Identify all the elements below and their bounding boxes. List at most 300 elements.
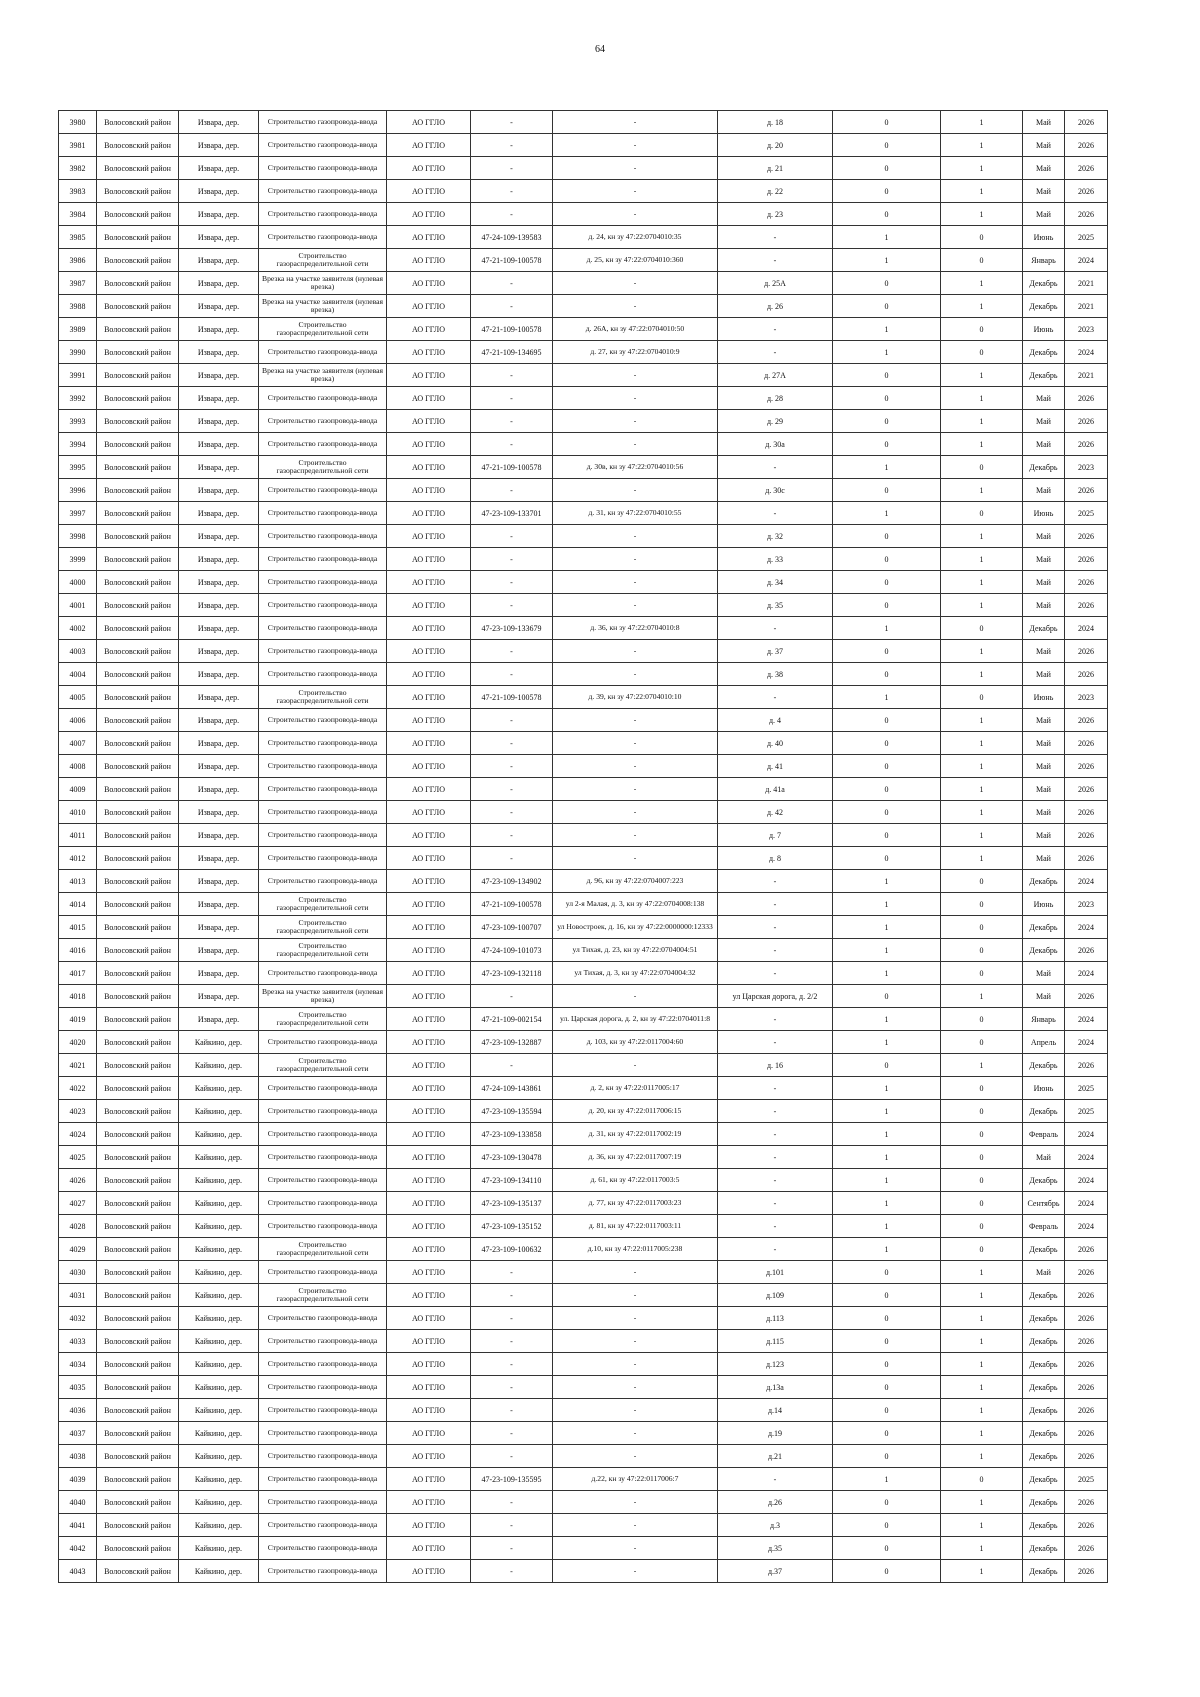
table-row [59, 801, 1108, 824]
cell-cadastral-address: - [553, 1261, 718, 1284]
cell-application-number: 47-23-109-100632 [471, 1238, 553, 1261]
cell-cadastral-address: - [553, 272, 718, 295]
cell-application-number: 47-21-109-100578 [471, 249, 553, 272]
cell-count-b: 1 [941, 387, 1023, 410]
cell-organization: АО ГГЛО [387, 1422, 471, 1445]
cell-house-address: д. 25А [718, 272, 833, 295]
cell-work-type: Строительство газопровода-ввода [259, 1560, 387, 1583]
cell-work-type: Строительство газораспределительной сети [259, 1054, 387, 1077]
table-row [59, 1491, 1108, 1514]
table-row [59, 732, 1108, 755]
cell-year: 2024 [1065, 1215, 1108, 1238]
cell-row-number: 3981 [59, 134, 97, 157]
cell-count-b: 1 [941, 410, 1023, 433]
cell-application-number: - [471, 364, 553, 387]
cell-house-address: - [718, 318, 833, 341]
cell-count-b: 1 [941, 732, 1023, 755]
cell-row-number: 4005 [59, 686, 97, 709]
cell-count-a: 0 [833, 203, 941, 226]
cell-year: 2023 [1065, 686, 1108, 709]
cell-district: Волосовский район [97, 1077, 179, 1100]
cell-district: Волосовский район [97, 640, 179, 663]
cell-month: Июнь [1023, 1077, 1065, 1100]
cell-organization: АО ГГЛО [387, 1537, 471, 1560]
cell-house-address: д. 26 [718, 295, 833, 318]
cell-row-number: 4020 [59, 1031, 97, 1054]
cell-count-b: 0 [941, 1169, 1023, 1192]
cell-count-b: 1 [941, 847, 1023, 870]
cell-cadastral-address: д.10, кн зу 47:22:0117005:238 [553, 1238, 718, 1261]
cell-cadastral-address: - [553, 364, 718, 387]
cell-organization: АО ГГЛО [387, 962, 471, 985]
cell-month: Декабрь [1023, 1284, 1065, 1307]
cell-settlement: Извара, дер. [179, 341, 259, 364]
cell-settlement: Извара, дер. [179, 985, 259, 1008]
cell-count-a: 0 [833, 433, 941, 456]
cell-year: 2026 [1065, 640, 1108, 663]
cell-organization: АО ГГЛО [387, 1560, 471, 1583]
cell-application-number: - [471, 1399, 553, 1422]
cell-count-a: 0 [833, 364, 941, 387]
cell-application-number: - [471, 1054, 553, 1077]
cell-house-address: д.3 [718, 1514, 833, 1537]
cell-count-a: 0 [833, 824, 941, 847]
cell-work-type: Строительство газораспределительной сети [259, 916, 387, 939]
cell-cadastral-address: - [553, 157, 718, 180]
cell-organization: АО ГГЛО [387, 893, 471, 916]
cell-cadastral-address: - [553, 1284, 718, 1307]
cell-application-number: - [471, 732, 553, 755]
gasification-table [58, 110, 1108, 1583]
cell-district: Волосовский район [97, 111, 179, 134]
cell-application-number: - [471, 1376, 553, 1399]
cell-count-a: 1 [833, 617, 941, 640]
cell-month: Май [1023, 548, 1065, 571]
cell-month: Декабрь [1023, 1445, 1065, 1468]
cell-count-a: 0 [833, 663, 941, 686]
cell-settlement: Извара, дер. [179, 364, 259, 387]
cell-house-address: д. 33 [718, 548, 833, 571]
cell-settlement: Извара, дер. [179, 502, 259, 525]
cell-count-a: 0 [833, 1261, 941, 1284]
table-row [59, 502, 1108, 525]
cell-cadastral-address: - [553, 1330, 718, 1353]
cell-house-address: - [718, 916, 833, 939]
cell-house-address: д. 35 [718, 594, 833, 617]
cell-row-number: 3993 [59, 410, 97, 433]
table-row [59, 1468, 1108, 1491]
cell-application-number: - [471, 985, 553, 1008]
cell-application-number: - [471, 410, 553, 433]
cell-year: 2024 [1065, 1192, 1108, 1215]
cell-application-number: - [471, 824, 553, 847]
cell-count-b: 1 [941, 1422, 1023, 1445]
cell-house-address: - [718, 1077, 833, 1100]
cell-house-address: д.13а [718, 1376, 833, 1399]
cell-work-type: Строительство газопровода-ввода [259, 525, 387, 548]
cell-cadastral-address: - [553, 640, 718, 663]
cell-month: Май [1023, 663, 1065, 686]
cell-year: 2021 [1065, 364, 1108, 387]
cell-count-b: 0 [941, 1100, 1023, 1123]
cell-month: Декабрь [1023, 1054, 1065, 1077]
cell-row-number: 4026 [59, 1169, 97, 1192]
cell-month: Май [1023, 157, 1065, 180]
cell-house-address: д. 22 [718, 180, 833, 203]
cell-year: 2026 [1065, 1054, 1108, 1077]
cell-house-address: д. 16 [718, 1054, 833, 1077]
cell-month: Май [1023, 525, 1065, 548]
cell-month: Май [1023, 479, 1065, 502]
cell-month: Июнь [1023, 893, 1065, 916]
cell-year: 2026 [1065, 1307, 1108, 1330]
cell-row-number: 4041 [59, 1514, 97, 1537]
cell-row-number: 4011 [59, 824, 97, 847]
cell-cadastral-address: - [553, 847, 718, 870]
cell-district: Волосовский район [97, 1169, 179, 1192]
cell-work-type: Строительство газопровода-ввода [259, 226, 387, 249]
cell-application-number: - [471, 157, 553, 180]
cell-district: Волосовский район [97, 456, 179, 479]
cell-application-number: - [471, 1491, 553, 1514]
cell-row-number: 4002 [59, 617, 97, 640]
cell-settlement: Извара, дер. [179, 295, 259, 318]
cell-house-address: д. 34 [718, 571, 833, 594]
cell-application-number: - [471, 755, 553, 778]
cell-house-address: - [718, 1100, 833, 1123]
cell-row-number: 3992 [59, 387, 97, 410]
cell-count-a: 1 [833, 341, 941, 364]
table-row [59, 1353, 1108, 1376]
cell-month: Май [1023, 571, 1065, 594]
cell-settlement: Извара, дер. [179, 939, 259, 962]
cell-cadastral-address: - [553, 1445, 718, 1468]
cell-settlement: Извара, дер. [179, 847, 259, 870]
cell-work-type: Строительство газопровода-ввода [259, 387, 387, 410]
table-row [59, 1100, 1108, 1123]
cell-district: Волосовский район [97, 226, 179, 249]
cell-application-number: 47-21-109-100578 [471, 456, 553, 479]
cell-work-type: Строительство газораспределительной сети [259, 1284, 387, 1307]
cell-house-address: д.109 [718, 1284, 833, 1307]
cell-application-number: 47-23-109-135137 [471, 1192, 553, 1215]
cell-district: Волосовский район [97, 801, 179, 824]
cell-row-number: 3994 [59, 433, 97, 456]
cell-organization: АО ГГЛО [387, 1445, 471, 1468]
cell-row-number: 4043 [59, 1560, 97, 1583]
cell-organization: АО ГГЛО [387, 1399, 471, 1422]
cell-house-address: д. 30а [718, 433, 833, 456]
cell-application-number: 47-24-109-101073 [471, 939, 553, 962]
cell-row-number: 4010 [59, 801, 97, 824]
cell-house-address: - [718, 893, 833, 916]
cell-work-type: Строительство газопровода-ввода [259, 962, 387, 985]
cell-district: Волосовский район [97, 755, 179, 778]
cell-application-number: - [471, 1422, 553, 1445]
cell-row-number: 4012 [59, 847, 97, 870]
cell-house-address: - [718, 617, 833, 640]
table-row [59, 525, 1108, 548]
cell-house-address: д.101 [718, 1261, 833, 1284]
cell-house-address: - [718, 1468, 833, 1491]
table-row [59, 893, 1108, 916]
cell-month: Декабрь [1023, 295, 1065, 318]
cell-year: 2026 [1065, 778, 1108, 801]
cell-district: Волосовский район [97, 433, 179, 456]
cell-settlement: Извара, дер. [179, 157, 259, 180]
table-row [59, 1031, 1108, 1054]
cell-application-number: - [471, 548, 553, 571]
cell-work-type: Строительство газопровода-ввода [259, 1468, 387, 1491]
cell-district: Волосовский район [97, 1261, 179, 1284]
cell-cadastral-address: д.22, кн зу 47:22:0117006:7 [553, 1468, 718, 1491]
cell-district: Волосовский район [97, 249, 179, 272]
cell-settlement: Кайкино, дер. [179, 1077, 259, 1100]
cell-year: 2026 [1065, 1399, 1108, 1422]
cell-application-number: - [471, 847, 553, 870]
cell-year: 2026 [1065, 134, 1108, 157]
cell-house-address: - [718, 1215, 833, 1238]
cell-row-number: 3995 [59, 456, 97, 479]
table-row [59, 755, 1108, 778]
cell-count-b: 0 [941, 686, 1023, 709]
cell-year: 2023 [1065, 456, 1108, 479]
cell-count-a: 1 [833, 249, 941, 272]
cell-settlement: Кайкино, дер. [179, 1261, 259, 1284]
cell-month: Июнь [1023, 318, 1065, 341]
table-row [59, 1537, 1108, 1560]
cell-work-type: Врезка на участке заявителя (нулевая врезка) [259, 295, 387, 318]
cell-district: Волосовский район [97, 1376, 179, 1399]
cell-cadastral-address: д. 25, кн зу 47:22:0704010:360 [553, 249, 718, 272]
cell-year: 2025 [1065, 226, 1108, 249]
cell-year: 2026 [1065, 1330, 1108, 1353]
cell-year: 2021 [1065, 295, 1108, 318]
cell-count-b: 0 [941, 456, 1023, 479]
table-row [59, 640, 1108, 663]
cell-year: 2026 [1065, 1560, 1108, 1583]
cell-organization: АО ГГЛО [387, 1215, 471, 1238]
cell-year: 2026 [1065, 571, 1108, 594]
cell-row-number: 4032 [59, 1307, 97, 1330]
cell-count-b: 1 [941, 548, 1023, 571]
cell-year: 2026 [1065, 433, 1108, 456]
cell-organization: АО ГГЛО [387, 433, 471, 456]
cell-district: Волосовский район [97, 1307, 179, 1330]
cell-year: 2024 [1065, 341, 1108, 364]
table-row [59, 249, 1108, 272]
cell-year: 2026 [1065, 847, 1108, 870]
cell-count-b: 1 [941, 479, 1023, 502]
cell-month: Декабрь [1023, 1537, 1065, 1560]
cell-cadastral-address: - [553, 295, 718, 318]
cell-work-type: Строительство газопровода-ввода [259, 433, 387, 456]
cell-house-address: - [718, 1031, 833, 1054]
cell-cadastral-address: д. 24, кн зу 47:22:0704010:35 [553, 226, 718, 249]
cell-count-a: 0 [833, 1054, 941, 1077]
cell-cadastral-address: - [553, 180, 718, 203]
cell-row-number: 4039 [59, 1468, 97, 1491]
cell-count-b: 1 [941, 1514, 1023, 1537]
table-row [59, 1560, 1108, 1583]
cell-month: Декабрь [1023, 1330, 1065, 1353]
cell-district: Волосовский район [97, 847, 179, 870]
cell-month: Май [1023, 111, 1065, 134]
cell-row-number: 4006 [59, 709, 97, 732]
cell-count-a: 1 [833, 1146, 941, 1169]
cell-settlement: Извара, дер. [179, 755, 259, 778]
cell-month: Декабрь [1023, 916, 1065, 939]
cell-settlement: Кайкино, дер. [179, 1353, 259, 1376]
cell-cadastral-address: д. 36, кн зу 47:22:0704010:8 [553, 617, 718, 640]
cell-count-b: 1 [941, 824, 1023, 847]
cell-application-number: - [471, 1560, 553, 1583]
cell-application-number: 47-23-109-133701 [471, 502, 553, 525]
cell-application-number: 47-23-109-100707 [471, 916, 553, 939]
cell-settlement: Кайкино, дер. [179, 1560, 259, 1583]
cell-cadastral-address: - [553, 663, 718, 686]
cell-cadastral-address: - [553, 548, 718, 571]
cell-house-address: д. 18 [718, 111, 833, 134]
cell-count-b: 0 [941, 1238, 1023, 1261]
cell-count-b: 0 [941, 1468, 1023, 1491]
cell-year: 2026 [1065, 1422, 1108, 1445]
cell-settlement: Извара, дер. [179, 111, 259, 134]
cell-organization: АО ГГЛО [387, 318, 471, 341]
cell-count-b: 0 [941, 226, 1023, 249]
table-row [59, 1284, 1108, 1307]
cell-district: Волосовский район [97, 180, 179, 203]
cell-organization: АО ГГЛО [387, 847, 471, 870]
cell-row-number: 3996 [59, 479, 97, 502]
cell-house-address: д. 7 [718, 824, 833, 847]
cell-cadastral-address: д. 26А, кн зу 47:22:0704010:50 [553, 318, 718, 341]
cell-work-type: Строительство газораспределительной сети [259, 318, 387, 341]
cell-year: 2026 [1065, 1514, 1108, 1537]
cell-count-a: 1 [833, 1031, 941, 1054]
cell-organization: АО ГГЛО [387, 249, 471, 272]
cell-district: Волосовский район [97, 663, 179, 686]
cell-month: Май [1023, 847, 1065, 870]
table-row [59, 1422, 1108, 1445]
cell-settlement: Кайкино, дер. [179, 1284, 259, 1307]
cell-application-number: 47-21-109-002154 [471, 1008, 553, 1031]
cell-month: Декабрь [1023, 1560, 1065, 1583]
cell-application-number: - [471, 640, 553, 663]
cell-work-type: Строительство газопровода-ввода [259, 594, 387, 617]
cell-house-address: - [718, 456, 833, 479]
cell-count-b: 0 [941, 617, 1023, 640]
cell-organization: АО ГГЛО [387, 180, 471, 203]
cell-month: Январь [1023, 1008, 1065, 1031]
table-row [59, 111, 1108, 134]
table-row [59, 341, 1108, 364]
cell-application-number: - [471, 203, 553, 226]
cell-row-number: 4037 [59, 1422, 97, 1445]
table-row [59, 364, 1108, 387]
table-row [59, 1330, 1108, 1353]
cell-work-type: Строительство газопровода-ввода [259, 1537, 387, 1560]
cell-district: Волосовский район [97, 272, 179, 295]
cell-row-number: 3980 [59, 111, 97, 134]
cell-row-number: 4009 [59, 778, 97, 801]
cell-district: Волосовский район [97, 962, 179, 985]
cell-organization: АО ГГЛО [387, 1376, 471, 1399]
table-row [59, 295, 1108, 318]
cell-cadastral-address: - [553, 709, 718, 732]
cell-count-b: 1 [941, 157, 1023, 180]
cell-settlement: Кайкино, дер. [179, 1123, 259, 1146]
cell-month: Февраль [1023, 1123, 1065, 1146]
cell-organization: АО ГГЛО [387, 387, 471, 410]
cell-work-type: Строительство газопровода-ввода [259, 134, 387, 157]
cell-application-number: 47-21-109-100578 [471, 686, 553, 709]
table-row [59, 709, 1108, 732]
cell-year: 2024 [1065, 1008, 1108, 1031]
cell-row-number: 4013 [59, 870, 97, 893]
cell-settlement: Кайкино, дер. [179, 1376, 259, 1399]
cell-month: Май [1023, 134, 1065, 157]
cell-application-number: 47-23-109-133858 [471, 1123, 553, 1146]
table-row [59, 1215, 1108, 1238]
cell-work-type: Строительство газопровода-ввода [259, 847, 387, 870]
cell-count-b: 1 [941, 525, 1023, 548]
cell-organization: АО ГГЛО [387, 479, 471, 502]
cell-row-number: 4007 [59, 732, 97, 755]
cell-house-address: д.14 [718, 1399, 833, 1422]
cell-application-number: - [471, 525, 553, 548]
cell-year: 2025 [1065, 1100, 1108, 1123]
cell-count-a: 1 [833, 870, 941, 893]
cell-application-number: - [471, 111, 553, 134]
cell-organization: АО ГГЛО [387, 571, 471, 594]
cell-district: Волосовский район [97, 617, 179, 640]
cell-count-a: 0 [833, 295, 941, 318]
cell-settlement: Кайкино, дер. [179, 1514, 259, 1537]
cell-house-address: д. 37 [718, 640, 833, 663]
cell-house-address: - [718, 1169, 833, 1192]
cell-house-address: д. 30с [718, 479, 833, 502]
cell-application-number: - [471, 1330, 553, 1353]
cell-count-a: 1 [833, 1169, 941, 1192]
cell-cadastral-address: - [553, 1054, 718, 1077]
table-row [59, 1169, 1108, 1192]
cell-work-type: Строительство газопровода-ввода [259, 1100, 387, 1123]
cell-cadastral-address: - [553, 1399, 718, 1422]
cell-count-b: 0 [941, 1192, 1023, 1215]
cell-district: Волосовский район [97, 1491, 179, 1514]
cell-house-address: д.115 [718, 1330, 833, 1353]
cell-count-a: 1 [833, 1468, 941, 1491]
cell-cadastral-address: - [553, 410, 718, 433]
cell-year: 2024 [1065, 870, 1108, 893]
cell-work-type: Строительство газораспределительной сети [259, 686, 387, 709]
cell-work-type: Строительство газопровода-ввода [259, 801, 387, 824]
cell-cadastral-address: д. 81, кн зу 47:22:0117003:11 [553, 1215, 718, 1238]
cell-year: 2026 [1065, 410, 1108, 433]
cell-year: 2023 [1065, 893, 1108, 916]
cell-month: Май [1023, 203, 1065, 226]
cell-count-a: 0 [833, 1330, 941, 1353]
cell-application-number: 47-23-109-132887 [471, 1031, 553, 1054]
cell-count-a: 0 [833, 709, 941, 732]
cell-house-address: д.123 [718, 1353, 833, 1376]
cell-settlement: Извара, дер. [179, 249, 259, 272]
cell-row-number: 3991 [59, 364, 97, 387]
cell-work-type: Строительство газопровода-ввода [259, 1261, 387, 1284]
cell-count-b: 0 [941, 1077, 1023, 1100]
cell-count-a: 1 [833, 916, 941, 939]
